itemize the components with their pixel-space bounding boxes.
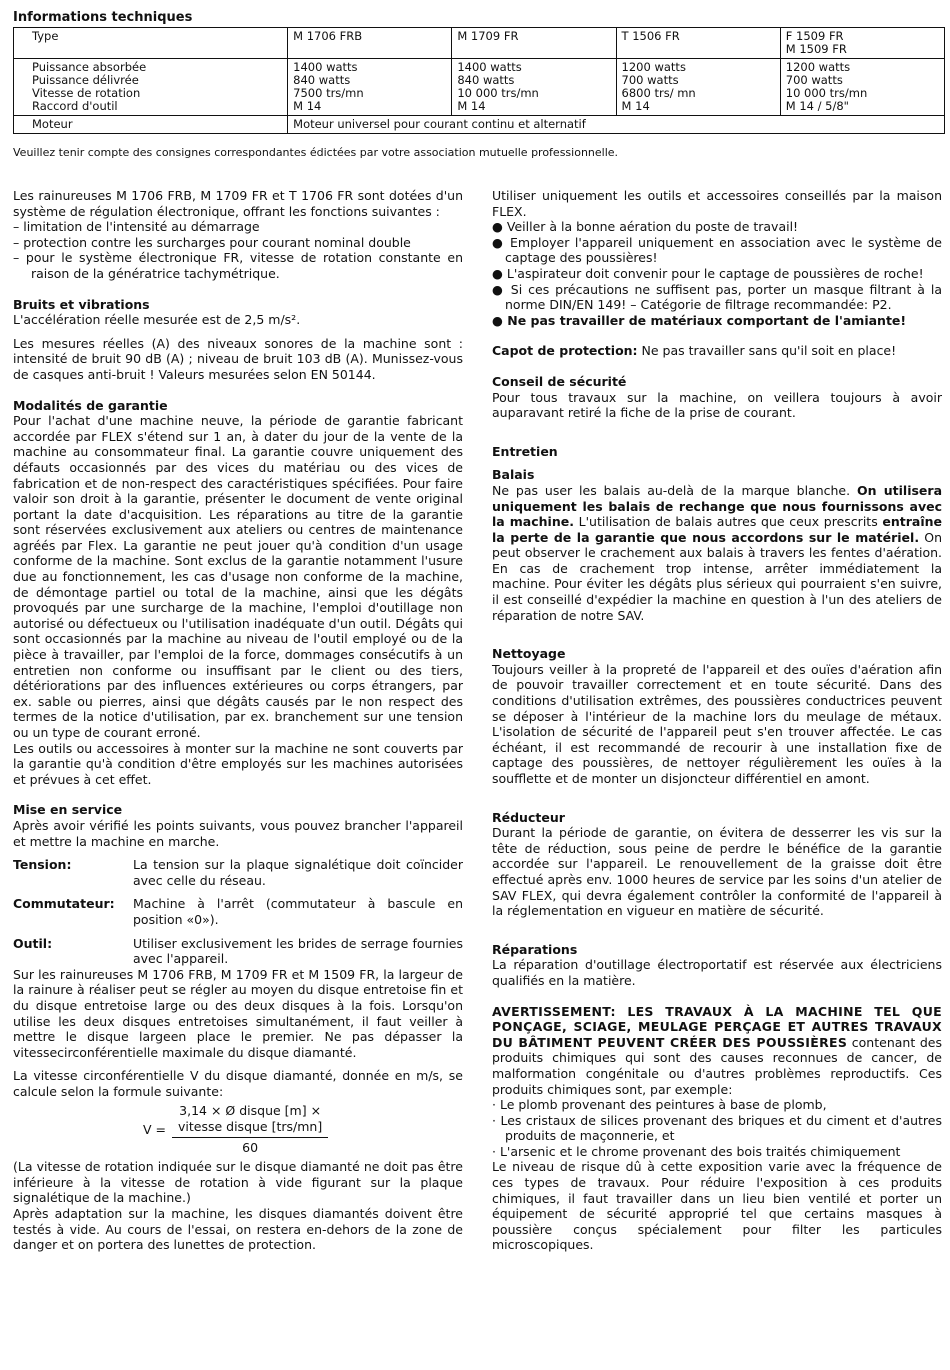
speed-paragraph: La vitesse circonférentielle V du disque diamanté, donnée en m/s, se calcule selon la formule suivante: [13, 1068, 463, 1099]
spec-label: Vitesse de rotation [32, 86, 141, 100]
check-definition: La tension sur la plaque signalétique doit coïncider avec celle du réseau. [133, 857, 463, 888]
tools-list [492, 219, 942, 328]
formula-lhs: V = [143, 1121, 166, 1137]
groove-paragraph: Sur les rainureuses M 1706 FRB, M 1709 FR et M 1509 FR, la largeur de la rainure à réaliser peut se régler au moyen du disque entretoise fin et du disque entretoise large ou des deux disques à la fois. Lorsqu'on utilise les deux disques entretoises simultanément, il faut veiller à mettre le disque largeen place le premier. Ne pas dépasser la vitessecirconférentielle maximale du disque diamanté. [13, 966, 463, 1060]
spec-label: Raccord d'outil [32, 99, 118, 113]
spec-motor-value: Moteur universel pour courant continu et alternatif [288, 116, 945, 134]
asbestos-warning: ● Ne pas travailler de matériaux comportant de l'amiante! [492, 312, 907, 328]
spec-value: M 14 [457, 99, 486, 113]
formula-numerator-line: vitesse disque [trs/mn] [178, 1119, 323, 1135]
intro-list [13, 219, 463, 281]
spec-header-type: Type [14, 28, 288, 59]
spec-value: 840 watts [457, 73, 515, 87]
safety-heading: Conseil de sécurité [492, 373, 627, 389]
check-row [13, 936, 463, 967]
table-row [14, 59, 945, 116]
check-definition: Machine à l'arrêt (commutateur à bascule en position «0»). [133, 896, 463, 927]
list-item: · Le plomb provenant des peintures à base de plomb, [492, 1097, 827, 1113]
spec-value: M 14 / 5/8" [785, 99, 849, 113]
spec-value: 10 000 trs/mn [785, 86, 868, 100]
left-column [13, 188, 463, 1253]
brushes-heading: Balais [492, 467, 535, 483]
specs-note: Veuillez tenir compte des consignes correspondantes édictées par votre association mutuelle professionnelle. [13, 146, 619, 159]
spec-values-col [616, 59, 780, 116]
spec-header-model: M 1709 FR [452, 28, 616, 59]
brushes-bold: On utilisera uniquement les balais de rechange que nous fournissons avec la machine. [492, 482, 942, 530]
final-paragraph: Après adaptation sur la machine, les disques diamantés doivent être testés à vide. Au cours de l'essai, on restera en-dehors de la zone de danger et on portera des lunettes de protection. [13, 1206, 463, 1253]
spec-motor-label: Moteur [14, 116, 288, 134]
formula-fraction [172, 1103, 328, 1155]
check-term: Outil: [13, 935, 53, 951]
maintenance-heading: Entretien [492, 443, 558, 459]
brushes-text: L'utilisation de balais autres que ceux prescrits [573, 514, 883, 530]
warning-final: Le niveau de risque dû à cette exposition varie avec la fréquence de ces types de travaux. Pour réduire l'exposition à ces produits chimiques, il faut travailler dans un lieu bien ventilé et porter un équipement de sécurité approprié tel que certains masques à poussière conçus spécialement pour filter les particules microscopiques. [492, 1159, 942, 1253]
check-definition: Utiliser exclusivement les brides de serrage fournies avec l'appareil. [133, 935, 463, 967]
spec-header-model [780, 28, 944, 59]
spec-label: Puissance absorbée [32, 60, 147, 74]
formula-note: (La vitesse de rotation indiquée sur le disque diamanté ne doit pas être inférieure à la vitesse de rotation à vide figurant sur la plaque signalétique de la machine.) [13, 1159, 463, 1206]
spec-header-model: M 1706 FRB [288, 28, 452, 59]
check-term: Commutateur: [13, 896, 115, 912]
repairs-paragraph: La réparation d'outillage électroportatif est réservée aux électriciens qualifiés en la matière. [492, 957, 942, 988]
spec-values-col [780, 59, 944, 116]
warning-list [492, 1097, 942, 1159]
spec-label: Puissance délivrée [32, 73, 139, 87]
list-item: ● L'aspirateur doit convenir pour le captage de poussières de roche! [492, 265, 924, 281]
list-item: – pour le système électronique FR, vitesse de rotation constante en raison de la génératrice tachymétrique. [13, 250, 463, 281]
brushes-paragraph [492, 483, 942, 623]
safety-paragraph: Pour tous travaux sur la machine, on veillera toujours à avoir auparavant retiré la fiche de la prise de courant. [492, 389, 942, 421]
spec-value: 6800 trs/ mn [621, 86, 696, 100]
table-row [14, 28, 945, 59]
spec-value: 10 000 trs/mn [457, 86, 539, 100]
formula-numerator [172, 1103, 328, 1137]
list-item: · L'arsenic et le chrome provenant des bois traités chimiquement [492, 1143, 901, 1159]
spec-header-model-text: F 1509 FR M 1509 FR [785, 29, 847, 56]
specs-title: Informations techniques [13, 10, 193, 25]
spec-value: 840 watts [293, 73, 351, 87]
check-row [13, 896, 463, 927]
spec-value: 700 watts [785, 73, 843, 87]
brushes-text: On peut observer le crachement aux balais à travers les fentes d'aération. En cas de crachement trop intense, arrêter immédiatement la machine. Pour éviter les dégâts plus sérieux qui pourraient s'en suivre, il est conseillé d'expédier la machine en question à l'un des ateliers de réparation de notre SAV. [492, 529, 942, 623]
warranty-heading: Modalités de garantie [13, 397, 168, 413]
startup-paragraph: Après avoir vérifié les points suivants, vous pouvez brancher l'appareil et mettre la machine en marche. [13, 817, 463, 849]
noise-paragraph: L'accélération réelle mesurée est de 2,5 m/s². [13, 312, 301, 328]
guard-text: Ne pas travailler sans qu'il soit en place! [637, 343, 897, 359]
spec-value: 1400 watts [457, 60, 522, 74]
list-item: ● Si ces précautions ne suffisent pas, porter un masque filtrant à la norme DIN/EN 149! – Catégorie de filtrage recommandée: P2. [492, 281, 942, 313]
spec-value: 1400 watts [293, 60, 358, 74]
cleaning-paragraph: Toujours veiller à la propreté de l'appareil et des ouïes d'aération afin de pouvoir travailler correctement et en toute sécurité. Dans des conditions d'utilisation extrêmes, des poussières conductrices peuvent se déposer à l'intérieur de la machine lors du meulage de métaux. L'isolation de sécurité de l'appareil peut s'en trouver affectée. Le cas échéant, il est recommandé de recourir à une installation fixe de captage des poussières, de nettoyer régulièrement les ouïes à la soufflette et de monter un disjoncteur différentiel en amont. [492, 661, 942, 786]
list-item: ● Employer l'appareil uniquement en association avec le système de captage des poussières! [492, 234, 942, 266]
list-item: – protection contre les surcharges pour courant nominal double [13, 234, 411, 250]
spec-row-labels [14, 59, 288, 116]
spec-value: 1200 watts [785, 60, 851, 74]
warning-paragraph [492, 1004, 942, 1098]
list-item: ● Veiller à la bonne aération du poste de travail! [492, 219, 799, 235]
repairs-heading: Réparations [492, 941, 578, 957]
right-column [492, 188, 942, 1253]
tools-paragraph: Utiliser uniquement les outils et accessoires conseillés par la maison FLEX. [492, 188, 942, 219]
list-item: · Les cristaux de silices provenant des briques et du ciment et d'autres produits de maçonnerie, et [492, 1112, 942, 1144]
gearbox-heading: Réducteur [492, 809, 565, 825]
check-list [13, 857, 463, 967]
spec-value: M 14 [293, 99, 322, 113]
spec-value: 1200 watts [621, 60, 686, 74]
brushes-bold: entraîne la perte de la garantie que nous accordons sur le matériel. [492, 514, 943, 545]
check-term: Tension: [13, 857, 72, 873]
warranty-paragraph: Pour l'achat d'une machine neuve, la période de garantie fabricant accordée par FLEX s'étend sur 1 an, à dater du jour de la vente de la machine au consommateur final. La garantie couvre uniquement des défauts occasionnés par des vices du matériau ou des vices de fabrication et de non-respect des caractéristiques spécifiées. Pour faire valoir son droit à la garantie, présenter le document de vente original portant la date d'acquisition. Les réparations au titre de la garantie sont réservées exclusivement aux ateliers ou centres de maintenance agréés par Flex. La garantie ne peut jouer qu'à condition d'un usage conforme de la machine. Sont exclus de la garantie notamment l'usure due au fonctionnement, les cas d'usage non conforme de la machine, de démontage partiel ou total de la machine, ainsi que les dégâts provoqués par une surcharge de la machine, l'emploi d'outillage non autorisé ou défectueux ou l'utilisation inadéquate d'un outil. Dégâts qui sont occasionnés par la machine au niveau de l'outil employé ou de la pièce à travailler, par l'emploi de la force, dommages consécutifs à un entretien non conforme ou insuffisant par le client ou des tiers, détériorations par des influences extérieures ou corps étrangers, par ex. sable ou pierres, ainsi que dégâts causés par le non respect des termes de la notice d'utilisation, par ex. branchement sur une tension ou un type de courant erroné. [13, 413, 463, 740]
gearbox-paragraph: Durant la période de garantie, on évitera de desserrer les vis sur la tête de réduction, sous peine de perdre le bénéfice de la garantie accordée sur l'appareil. Le renouvellement de la graisse doit être effectué après env. 1000 heures de service par les soins d'un atelier de SAV FLEX, qui devra également contrôler la conformité de l'appareil à la réglementation en vigueur en matière de sécurité. [492, 825, 942, 919]
intro-paragraph: Les rainureuses M 1706 FRB, M 1709 FR et T 1706 FR sont dotées d'un système de régulation électronique, offrant les fonctions suivantes : [13, 188, 463, 219]
spec-header-model: T 1506 FR [616, 28, 780, 59]
spec-values-col [452, 59, 616, 116]
warranty-paragraph: Les outils ou accessoires à monter sur la machine ne sont couverts par la garantie qu'à condition d'être employés sur les machines autorisées et prévues à cet effet. [13, 740, 463, 787]
warning-text: contenant des produits chimiques qui sont des causes reconnues de cancer, de malformation congénitale ou d'autres problèmes reproductifs. Ces produits chimiques sont, par exemple: [492, 1034, 942, 1097]
formula-numerator-line: 3,14 × Ø disque [m] × [179, 1103, 322, 1119]
spec-values-col [288, 59, 452, 116]
spec-value: 700 watts [621, 73, 679, 87]
cleaning-heading: Nettoyage [492, 646, 566, 662]
table-row [14, 116, 945, 134]
warning-heading: AVERTISSEMENT: LES TRAVAUX À LA MACHINE TEL QUE PONÇAGE, SCIAGE, MEULAGE PERÇAGE ET AUTRES TRAVAUX DU BÂTIMENT PEUVENT CRÉER DES POUSSIÈRES [492, 1003, 942, 1050]
guard-paragraph [492, 343, 942, 359]
noise-paragraph: Les mesures réelles (A) des niveaux sonores de la machine sont : intensité de bruit 90 dB (A) ; niveau de bruit 103 dB (A). Munissez-vous de casques anti-bruit ! Valeurs mesurées selon EN 50144. [13, 335, 463, 382]
noise-heading: Bruits et vibrations [13, 296, 150, 312]
spec-value: M 14 [621, 99, 650, 113]
speed-formula [143, 1103, 463, 1155]
startup-heading: Mise en service [13, 802, 123, 818]
brushes-text: Ne pas user les balais au-delà de la marque blanche. [492, 482, 857, 498]
guard-label: Capot de protection: [492, 343, 638, 359]
specs-table [13, 27, 945, 134]
formula-denominator: 60 [242, 1139, 259, 1155]
list-item: – limitation de l'intensité au démarrage [13, 219, 260, 235]
check-row [13, 857, 463, 888]
spec-value: 7500 trs/mn [293, 86, 364, 100]
